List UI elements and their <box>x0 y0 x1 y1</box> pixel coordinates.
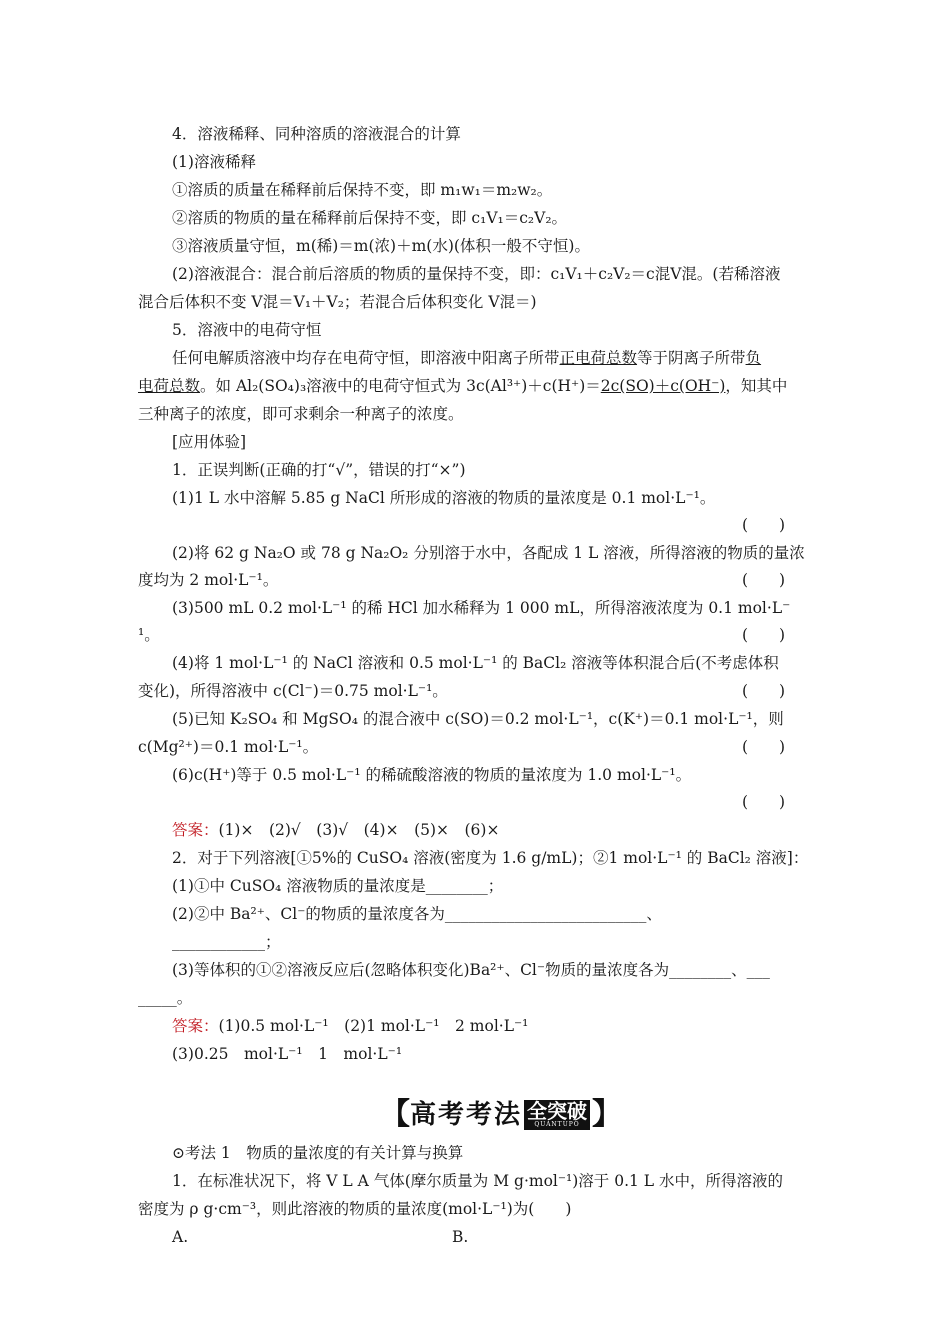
answer-blank: ( ) <box>742 571 786 589</box>
q1-item-5-line2: c(Mg²⁺)＝0.1 mol·L⁻¹。 <box>138 738 319 756</box>
section-banner <box>380 1098 622 1132</box>
q2-item-2-line2: ____________； <box>172 933 281 951</box>
banner-badge: 全突破 QUANTUPO <box>524 1100 590 1130</box>
answer-blank: ( ) <box>742 516 786 534</box>
answer-2-line1: 答案：(1)0.5 mol·L⁻¹ (2)1 mol·L⁻¹ 2 mol·L⁻¹ <box>172 1017 529 1035</box>
answer-label: 答案： <box>172 821 219 839</box>
answer-blank: ( ) <box>742 626 786 644</box>
q1-item-2-line1: (2)将 62 g Na₂O 或 78 g Na₂O₂ 分别溶于水中，各配成 1 L 溶液，所得溶液的物质的量浓 <box>172 544 805 562</box>
answer-2-line2: (3)0.25 mol·L⁻¹ 1 mol·L⁻¹ <box>172 1045 403 1063</box>
dilution-rule-2: ②溶质的物质的量在稀释前后保持不变，即 c₁V₁＝c₂V₂。 <box>172 209 568 227</box>
q1-item-1: (1)1 L 水中溶解 5.85 g NaCl 所形成的溶液的物质的量浓度是 0.1 mol·L⁻¹。 <box>172 489 716 507</box>
q1-item-4-line1: (4)将 1 mol·L⁻¹ 的 NaCl 溶液和 0.5 mol·L⁻¹ 的 BaCl₂ 溶液等体积混合后(不考虑体积 <box>172 654 779 672</box>
application-heading: [应用体验] <box>172 433 247 451</box>
q1-item-6: (6)c(H⁺)等于 0.5 mol·L⁻¹ 的稀硫酸溶液的物质的量浓度为 1.0 mol·L⁻¹。 <box>172 766 692 784</box>
charge-conservation-line3: 三种离子的浓度，即可求剩余一种离子的浓度。 <box>138 405 464 423</box>
section-5-title: 5．溶液中的电荷守恒 <box>172 321 322 339</box>
mixing-rule-line2: 混合后体积不变 V混＝V₁＋V₂；若混合后体积变化 V混＝) <box>138 293 537 311</box>
q1-item-5-line1: (5)已知 K₂SO₄ 和 MgSO₄ 的混合液中 c(SO)＝0.2 mol·L⁻¹，c(K⁺)＝0.1 mol·L⁻¹，则 <box>172 710 784 728</box>
mixing-rule-line1: (2)溶液混合：混合前后溶质的物质的量保持不变，即：c₁V₁＋c₂V₂＝c混V混。(若稀溶液 <box>172 265 781 283</box>
dilution-rule-3: ③溶液质量守恒，m(稀)＝m(浓)＋m(水)(体积一般不守恒)。 <box>172 237 590 255</box>
dilution-heading: (1)溶液稀释 <box>172 153 256 171</box>
question-2-title: 2．对于下列溶液[①5%的 CuSO₄ 溶液(密度为 1.6 g/mL)；②1 mol·L⁻¹ 的 BaCl₂ 溶液]： <box>172 849 809 867</box>
section-4-title: 4．溶液稀释、同种溶质的溶液混合的计算 <box>172 125 461 143</box>
answer-blank: ( ) <box>742 793 786 811</box>
question-1-title: 1．正误判断(正确的打“√”，错误的打“×”) <box>172 461 466 479</box>
q2-item-1: (1)①中 CuSO₄ 溶液物质的量浓度是________； <box>172 877 504 895</box>
banner-title: 高考考法 <box>410 1100 523 1130</box>
banner-bracket-left: 【 <box>380 1097 410 1132</box>
option-a: A. <box>172 1228 189 1246</box>
dilution-rule-1: ①溶质的质量在稀释前后保持不变，即 m₁w₁＝m₂w₂。 <box>172 181 553 199</box>
charge-conservation-line2: 电荷总数。如 Al₂(SO₄)₃溶液中的电荷守恒式为 3c(Al³⁺)＋c(H⁺)＝2c(SO)＋c(OH⁻)，知其中 <box>138 377 788 395</box>
q1-item-2-line2: 度均为 2 mol·L⁻¹。 <box>138 571 279 589</box>
method-question-1-line2: 密度为 ρ g·cm⁻³，则此溶液的物质的量浓度(mol·L⁻¹)为( ) <box>138 1200 572 1218</box>
q1-item-3-line1: (3)500 mL 0.2 mol·L⁻¹ 的稀 HCl 加水稀释为 1 000 mL，所得溶液浓度为 0.1 mol·L⁻ <box>172 599 791 617</box>
answer-blank: ( ) <box>742 682 786 700</box>
answer-1: 答案：(1)× (2)√ (3)√ (4)× (5)× (6)× <box>172 821 500 839</box>
q1-item-4-line2: 变化)，所得溶液中 c(Cl⁻)＝0.75 mol·L⁻¹。 <box>138 682 448 700</box>
q2-item-3-line2: _____。 <box>138 989 193 1007</box>
answer-label: 答案： <box>172 1017 219 1035</box>
method-question-1-line1: 1．在标准状况下，将 V L A 气体(摩尔质量为 M g·mol⁻¹)溶于 0.1 L 水中，所得溶液的 <box>172 1172 784 1190</box>
q2-item-3-line1: (3)等体积的①②溶液反应后(忽略体积变化)Ba²⁺、Cl⁻物质的量浓度各为________、___ <box>172 961 770 979</box>
answer-blank: ( ) <box>742 738 786 756</box>
banner-bracket-right: 】 <box>592 1097 623 1132</box>
charge-conservation-line1: 任何电解质溶液中均存在电荷守恒，即溶液中阳离子所带正电荷总数等于阴离子所带负 <box>172 349 762 367</box>
q2-item-2-line1: (2)②中 Ba²⁺、Cl⁻的物质的量浓度各为__________________________、 <box>172 905 662 923</box>
option-b: B. <box>452 1228 469 1246</box>
method-1-title: ⊙考法 1 物质的量浓度的有关计算与换算 <box>172 1144 464 1162</box>
q1-item-3-line2: ¹。 <box>138 626 160 644</box>
